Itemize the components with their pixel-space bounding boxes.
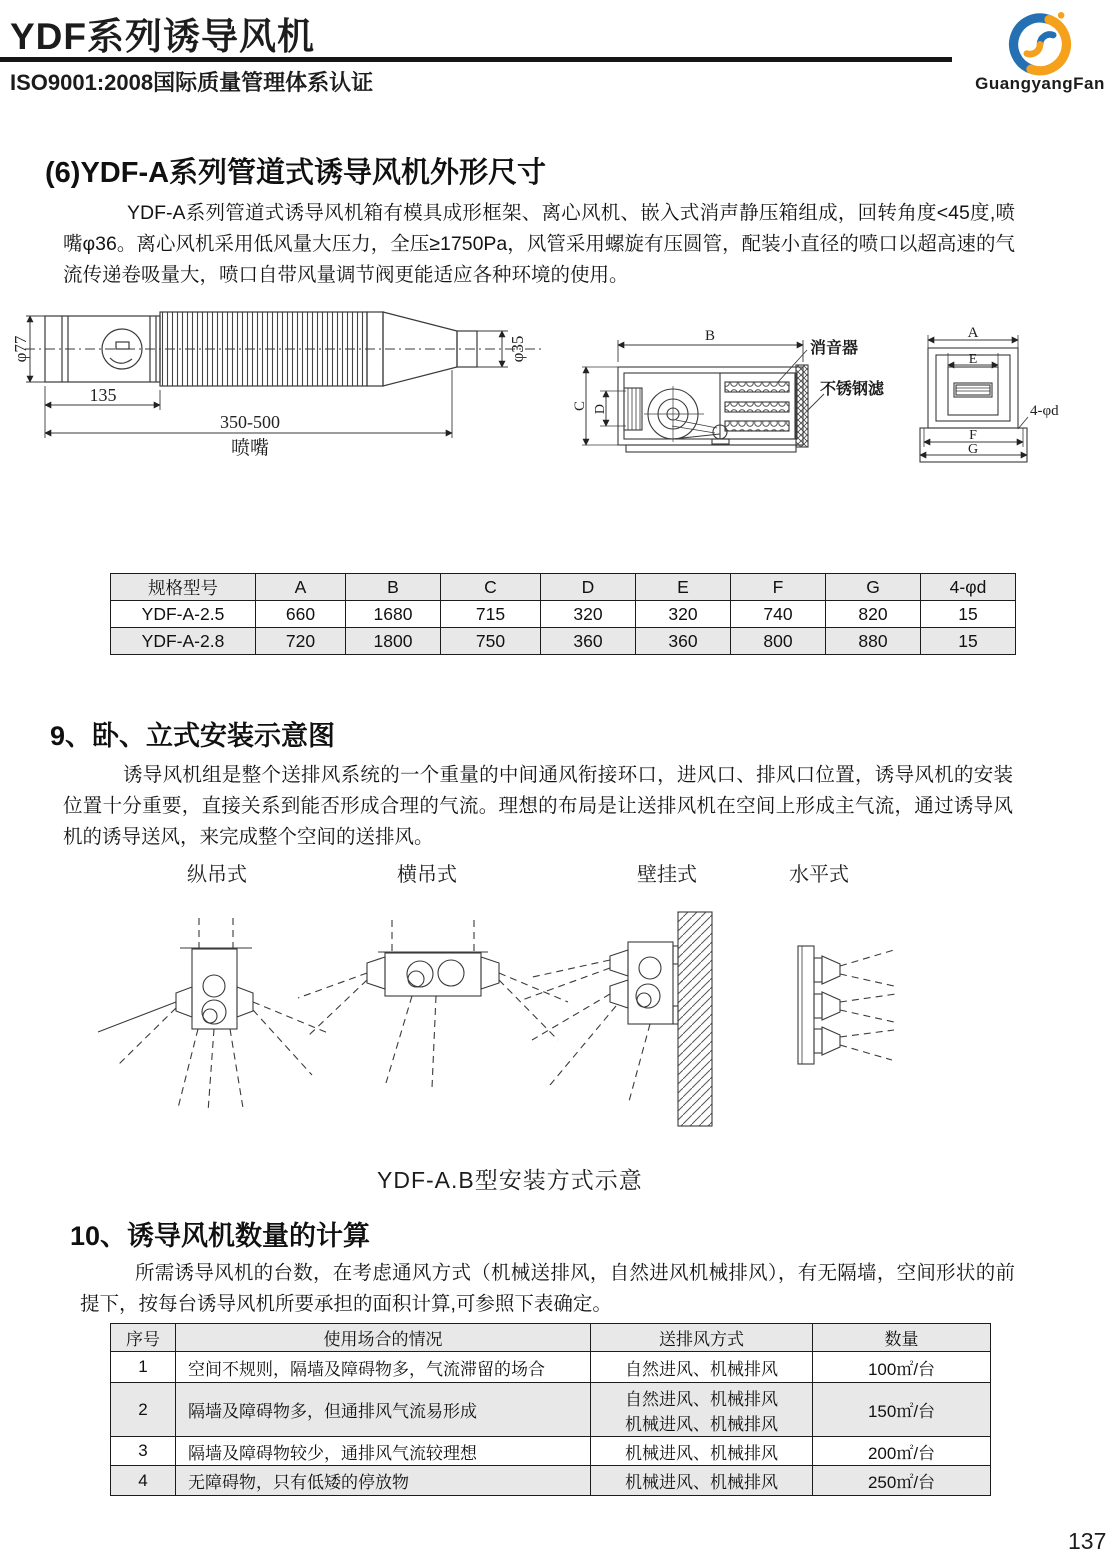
section10-title: 10、诱导风机数量的计算 [70,1221,371,1251]
calc-situation-cell: 无障碍物，只有低矮的停放物 [176,1466,591,1496]
spec-header-cell: B [346,574,441,601]
diagram-vertical-hang [98,918,328,1112]
calc-situation-cell: 空间不规则，隔墙及障碍物多，气流滞留的场合 [176,1352,591,1383]
iso-certification: ISO9001:2008国际质量管理体系认证 [10,70,374,95]
calc-mode-cell: 机械进风、机械排风 [591,1466,813,1496]
calc-header-row [111,1324,991,1352]
spec-row [111,601,1016,628]
calc-qty-cell: 250㎡/台 [813,1466,991,1496]
header-rule [0,57,952,62]
calc-no-cell: 4 [111,1466,176,1496]
calc-table [110,1323,991,1496]
install-label-horizontal-hang: 横吊式 [397,864,457,886]
dim-135-label: 135 [89,385,117,405]
calc-row [111,1383,991,1437]
calc-qty-cell: 150㎡/台 [813,1383,991,1437]
diagram-horizontal [798,946,896,1064]
spec-cell: 1680 [346,601,441,628]
calc-mode-line: 机械进风、机械排风 [625,1414,778,1434]
spec-cell: 360 [541,628,636,655]
dim-b-label: B [704,328,716,344]
spec-cell: 720 [256,628,346,655]
dim-f-label: F [969,428,977,443]
install-label-vertical-hang: 纵吊式 [187,864,247,886]
fan-box-side-drawing [570,318,900,468]
calc-qty-cell: 200㎡/台 [813,1437,991,1466]
calc-no-cell: 1 [111,1352,176,1383]
page-number: 137 [1068,1528,1107,1554]
dim-c-label: C [572,400,588,412]
silencer-label: 消音器 [810,340,859,357]
spec-header-cell: F [731,574,826,601]
spec-header-cell: 规格型号 [111,574,256,601]
dim-g-label: G [967,442,979,457]
calc-header-cell: 送排风方式 [591,1324,813,1352]
section9-paragraph: 诱导风机组是整个送排风系统的一个重量的中间通风衔接环口，进风口、排风口位置，诱导风机的安装位置十分重要，直接关系到能否形成合理的气流。理想的布局是让送排风机在空间上形成主气流，通过诱导风机的诱导送风，来完成整个空间的送排风。 [63,764,1013,848]
spec-cell: 750 [441,628,541,655]
spec-cell: 15 [921,601,1016,628]
spec-cell: 360 [636,628,731,655]
calc-mode-cell [591,1383,813,1437]
section6-paragraph: YDF-A系列管道式诱导风机箱有模具成形框架、离心风机、嵌入式消声静压箱组成，回转角度<45度,喷嘴φ36。离心风机采用低风量大压力，全压≥1750Pa，风管采用螺旋有压圆管，配装小直径的喷口以超高速的气流传递卷吸量大，喷口自带风量调节阀更能适应各种环境的使用。 [63,202,1015,286]
dim-e-label: E [968,352,978,367]
calc-mode-line: 自然进风、机械排风 [625,1389,778,1409]
spec-header-cell: G [826,574,921,601]
spec-header-cell: E [636,574,731,601]
spec-cell: 15 [921,628,1016,655]
dim-phi77-label: φ77 [11,335,30,363]
dim-a-label: A [967,325,979,341]
install-label-horizontal: 水平式 [789,864,849,886]
calc-header-cell: 数量 [813,1324,991,1352]
spec-table [110,573,1016,655]
spec-cell: 740 [731,601,826,628]
fan-box-front-drawing [880,325,1119,475]
spec-cell: YDF-A-2.5 [111,601,256,628]
dim-350-500-label: 350-500 [220,412,280,432]
calc-situation-cell: 隔墙及障碍物多，但通排风气流易形成 [176,1383,591,1437]
calc-row [111,1466,991,1496]
spec-cell: 820 [826,601,921,628]
spec-cell: 1800 [346,628,441,655]
calc-qty-cell: 100㎡/台 [813,1352,991,1383]
install-label-wall-mount: 壁挂式 [637,864,697,886]
section10-paragraph: 所需诱导风机的台数，在考虑通风方式（机械送排风，自然进风机械排风），有无隔墙，空间形状的前提下，按每台诱导风机所要承担的面积计算,可参照下表确定。 [80,1262,1015,1315]
dim-d-label: D [593,403,608,415]
installation-diagrams [80,890,1020,1140]
section6-title: (6)YDF-A系列管道式诱导风机外形尺寸 [45,157,547,189]
spec-cell: 880 [826,628,921,655]
spec-cell: 320 [636,601,731,628]
spec-cell: 715 [441,601,541,628]
nozzle-caption: 喷嘴 [230,438,270,459]
spec-row [111,628,1016,655]
spec-header-cell: A [256,574,346,601]
spec-cell: 660 [256,601,346,628]
calc-no-cell: 2 [111,1383,176,1437]
diagram-horizontal-hang [298,920,568,1088]
diagram-wall-mount [522,912,712,1126]
calc-mode-cell: 自然进风、机械排风 [591,1352,813,1383]
holes-label: 4-φd [1030,403,1059,419]
nozzle-dimension-drawing [10,298,555,463]
calc-situation-cell: 隔墙及障碍物较少，通排风气流较理想 [176,1437,591,1466]
spec-header-cell: C [441,574,541,601]
spec-header-cell: 4-φd [921,574,1016,601]
company-logo [960,10,1119,94]
logo-swirl-icon [1007,10,1073,76]
filter-label: 不锈钢滤 [820,381,885,398]
logo-text: GuangyangFan [975,74,1105,93]
spec-cell: YDF-A-2.8 [111,628,256,655]
calc-header-cell: 使用场合的情况 [176,1324,591,1352]
install-caption: YDF-A.B型安装方式示意 [377,1167,643,1193]
spec-header-cell: D [541,574,636,601]
spec-cell: 320 [541,601,636,628]
calc-no-cell: 3 [111,1437,176,1466]
section9-title: 9、卧、立式安装示意图 [50,721,336,751]
spec-cell: 800 [731,628,826,655]
calc-header-cell: 序号 [111,1324,176,1352]
calc-row [111,1352,991,1383]
dim-phi35-label: φ35 [508,335,527,363]
calc-row [111,1437,991,1466]
spec-header-row [111,574,1016,601]
calc-mode-cell: 机械进风、机械排风 [591,1437,813,1466]
page-title: YDF系列诱导风机 [10,16,315,57]
